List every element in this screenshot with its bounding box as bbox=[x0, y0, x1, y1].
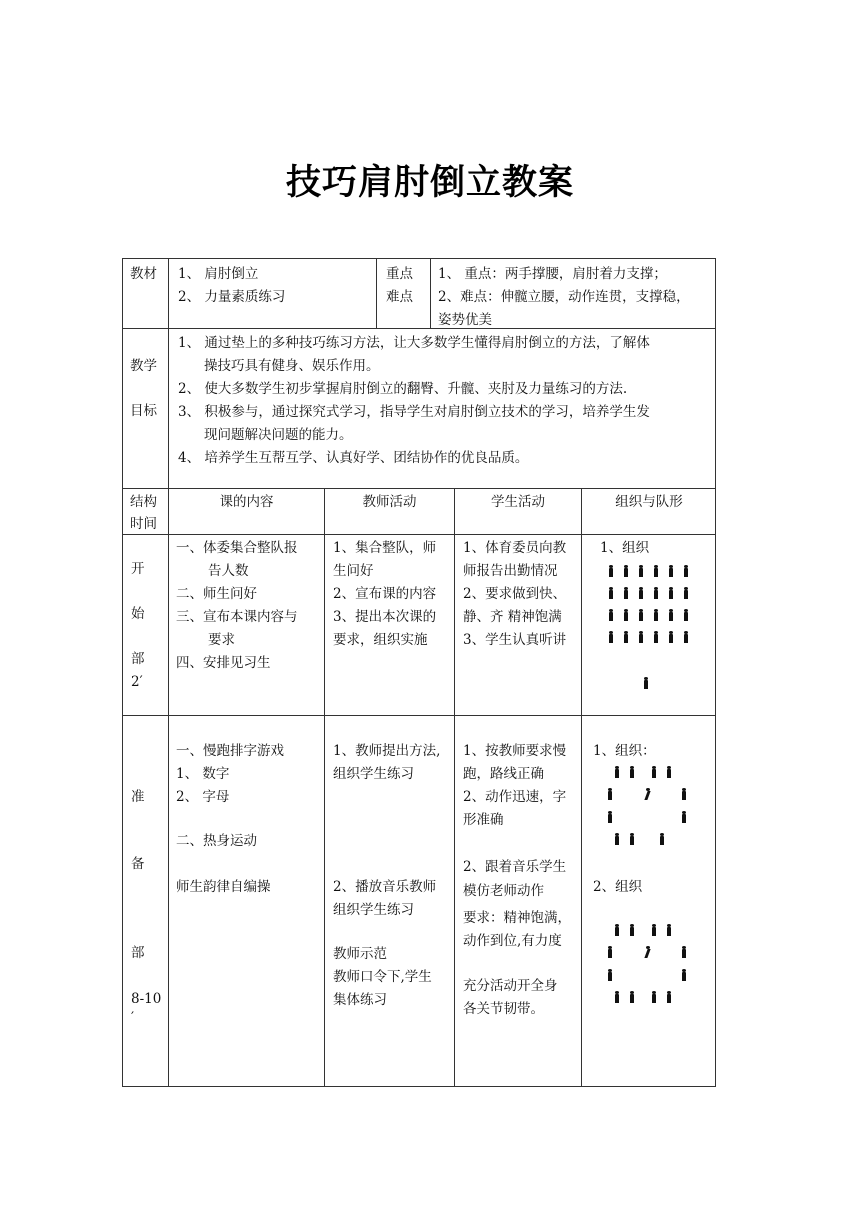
person-icon bbox=[614, 833, 619, 845]
person-icon bbox=[614, 924, 619, 936]
person-icon bbox=[638, 631, 643, 643]
row-divider bbox=[122, 328, 716, 329]
content-line: 一、体委集合整队报 bbox=[176, 540, 298, 556]
content-line: 要求 bbox=[208, 632, 235, 648]
difficulty-text-cont: 姿势优美 bbox=[438, 312, 492, 328]
col-divider bbox=[581, 488, 582, 1087]
goal-line: 3、 积极参与，通过探究式学习，指导学生对肩肘倒立技术的学习，培养学生发 bbox=[178, 404, 650, 420]
person-icon bbox=[666, 991, 671, 1003]
person-icon bbox=[607, 811, 612, 823]
goal-line: 1、 通过垫上的多种技巧练习方法，让大多数学生懂得肩肘倒立的方法，了解体 bbox=[178, 335, 650, 351]
difficulty-label: 难点 bbox=[386, 289, 413, 305]
student-line: 1、体育委员向教 bbox=[463, 540, 567, 556]
person-icon bbox=[668, 587, 673, 599]
goals-label: 目标 bbox=[130, 403, 157, 419]
col-divider bbox=[376, 258, 377, 328]
person-icon bbox=[629, 991, 634, 1003]
person-icon bbox=[623, 631, 628, 643]
teacher-line: 教师示范 bbox=[333, 946, 387, 962]
teacher-line: 要求，组织实施 bbox=[333, 632, 428, 648]
student-line: 动作到位,有力度 bbox=[463, 933, 562, 949]
col-divider bbox=[168, 258, 169, 1087]
person-icon bbox=[608, 565, 613, 577]
person-icon bbox=[638, 565, 643, 577]
teacher-line: 教师口令下,学生 bbox=[333, 969, 432, 985]
key-point-text: 1、 重点：两手撑腰，肩肘着力支撑； bbox=[438, 266, 667, 282]
section-label: 开 bbox=[131, 561, 145, 577]
person-icon bbox=[623, 587, 628, 599]
content-line: 二、热身运动 bbox=[176, 833, 257, 849]
teacher-line: 组织学生练习 bbox=[333, 766, 414, 782]
person-icon bbox=[681, 788, 686, 800]
student-line: 3、学生认真听讲 bbox=[463, 632, 567, 648]
student-line: 形准确 bbox=[463, 812, 504, 828]
person-icon bbox=[651, 766, 656, 778]
content-line: 二、师生问好 bbox=[176, 586, 257, 602]
teacher-icon bbox=[644, 946, 651, 958]
header-time: 时间 bbox=[130, 516, 157, 532]
section-label: 准 bbox=[131, 789, 145, 805]
content-line: 四、安排见习生 bbox=[176, 655, 271, 671]
teacher-line: 生问好 bbox=[333, 563, 374, 579]
person-icon bbox=[681, 811, 686, 823]
teacher-line: 集体练习 bbox=[333, 992, 387, 1008]
goal-line: 现问题解决问题的能力。 bbox=[204, 427, 353, 443]
person-icon bbox=[608, 631, 613, 643]
person-icon bbox=[653, 587, 658, 599]
person-icon bbox=[668, 565, 673, 577]
header-content: 课的内容 bbox=[219, 494, 274, 510]
student-line: 1、按教师要求慢 bbox=[463, 743, 567, 759]
header-structure: 结构 bbox=[130, 494, 157, 510]
col-divider bbox=[454, 488, 455, 1087]
person-icon bbox=[666, 924, 671, 936]
person-icon bbox=[629, 766, 634, 778]
table-border-right bbox=[715, 258, 716, 1087]
person-icon bbox=[651, 924, 656, 936]
page-title: 技巧肩肘倒立教案 bbox=[285, 163, 574, 203]
person-icon bbox=[653, 631, 658, 643]
person-icon bbox=[653, 609, 658, 621]
header-student: 学生活动 bbox=[491, 494, 545, 510]
person-icon bbox=[608, 609, 613, 621]
person-icon bbox=[607, 969, 612, 981]
student-line: 模仿老师动作 bbox=[463, 883, 544, 899]
student-line: 2、要求做到快、 bbox=[463, 586, 567, 602]
content-line: 告人数 bbox=[208, 563, 249, 579]
row-divider bbox=[122, 488, 716, 489]
col-divider bbox=[430, 258, 431, 328]
student-line: 充分活动开全身 bbox=[463, 978, 558, 994]
header-teacher: 教师活动 bbox=[362, 494, 417, 510]
student-line: 各关节韧带。 bbox=[463, 1001, 544, 1017]
teacher-line: 1、集合整队，师 bbox=[333, 540, 437, 556]
section-time: 2′ bbox=[131, 674, 143, 690]
person-icon bbox=[659, 833, 664, 845]
student-line: 2、跟着音乐学生 bbox=[463, 859, 567, 875]
student-line: 要求：精神饱满， bbox=[463, 910, 571, 926]
content-line: 2、 字母 bbox=[176, 789, 230, 805]
goal-line: 4、 培养学生互帮互学、认真好学、团结协作的优良品质。 bbox=[178, 450, 529, 466]
section-time: 8-10 bbox=[131, 991, 162, 1007]
teacher-line: 组织学生练习 bbox=[333, 902, 414, 918]
row-divider bbox=[122, 715, 716, 716]
person-icon bbox=[683, 609, 688, 621]
content-line: 师生韵律自编操 bbox=[176, 879, 271, 895]
teacher-line: 2、宣布课的内容 bbox=[333, 586, 437, 602]
material-label: 教材 bbox=[130, 266, 157, 282]
section-label: 始 bbox=[131, 606, 145, 622]
person-icon bbox=[653, 565, 658, 577]
table-border-top bbox=[122, 258, 716, 259]
difficulty-text: 2、难点：伸髋立腰，动作连贯，支撑稳， bbox=[438, 289, 690, 305]
organization-title: 2、组织 bbox=[593, 879, 643, 895]
person-icon bbox=[623, 609, 628, 621]
teacher-line: 1、教师提出方法, bbox=[333, 743, 441, 759]
student-line: 跑，路线正确 bbox=[463, 766, 544, 782]
organization-title: 1、组织： bbox=[593, 743, 656, 759]
person-icon bbox=[651, 991, 656, 1003]
person-icon bbox=[638, 587, 643, 599]
person-icon bbox=[629, 924, 634, 936]
person-icon bbox=[683, 631, 688, 643]
student-line: 静、齐 精神饱满 bbox=[463, 609, 562, 625]
content-line: 1、 数字 bbox=[176, 766, 230, 782]
material-item: 1、 肩肘倒立 bbox=[178, 266, 259, 282]
person-icon bbox=[623, 565, 628, 577]
header-organization: 组织与队形 bbox=[615, 494, 683, 510]
section-time-unit: ′ bbox=[131, 1010, 135, 1026]
person-icon bbox=[683, 587, 688, 599]
goal-line: 操技巧具有健身、娱乐作用。 bbox=[204, 358, 380, 374]
teacher-icon bbox=[644, 788, 651, 800]
teacher-line: 2、播放音乐教师 bbox=[333, 879, 437, 895]
person-icon bbox=[608, 587, 613, 599]
person-icon bbox=[666, 766, 671, 778]
section-label: 部 bbox=[131, 945, 145, 961]
person-icon bbox=[668, 631, 673, 643]
teacher-icon bbox=[643, 677, 648, 689]
student-line: 2、动作迅速，字 bbox=[463, 789, 567, 805]
goal-line: 2、 使大多数学生初步掌握肩肘倒立的翻臀、升髋、夹肘及力量练习的方法. bbox=[178, 381, 628, 397]
material-item: 2、 力量素质练习 bbox=[178, 289, 286, 305]
student-line: 师报告出勤情况 bbox=[463, 563, 558, 579]
content-line: 一、慢跑排字游戏 bbox=[176, 743, 284, 759]
table-border-left bbox=[122, 258, 123, 1087]
person-icon bbox=[614, 991, 619, 1003]
col-divider bbox=[324, 488, 325, 1087]
person-icon bbox=[683, 565, 688, 577]
content-line: 三、宣布本课内容与 bbox=[176, 609, 298, 625]
section-label: 部 bbox=[131, 651, 145, 667]
person-icon bbox=[614, 766, 619, 778]
person-icon bbox=[668, 609, 673, 621]
person-icon bbox=[681, 969, 686, 981]
person-icon bbox=[629, 833, 634, 845]
teacher-line: 3、提出本次课的 bbox=[333, 609, 437, 625]
person-icon bbox=[607, 788, 612, 800]
key-point-label: 重点 bbox=[386, 266, 413, 282]
goals-label: 教学 bbox=[130, 358, 157, 374]
person-icon bbox=[638, 609, 643, 621]
table-border-bottom bbox=[122, 1086, 716, 1087]
row-divider bbox=[122, 534, 716, 535]
person-icon bbox=[681, 946, 686, 958]
organization-title: 1、组织 bbox=[600, 540, 650, 556]
section-label: 备 bbox=[131, 856, 145, 872]
person-icon bbox=[607, 946, 612, 958]
